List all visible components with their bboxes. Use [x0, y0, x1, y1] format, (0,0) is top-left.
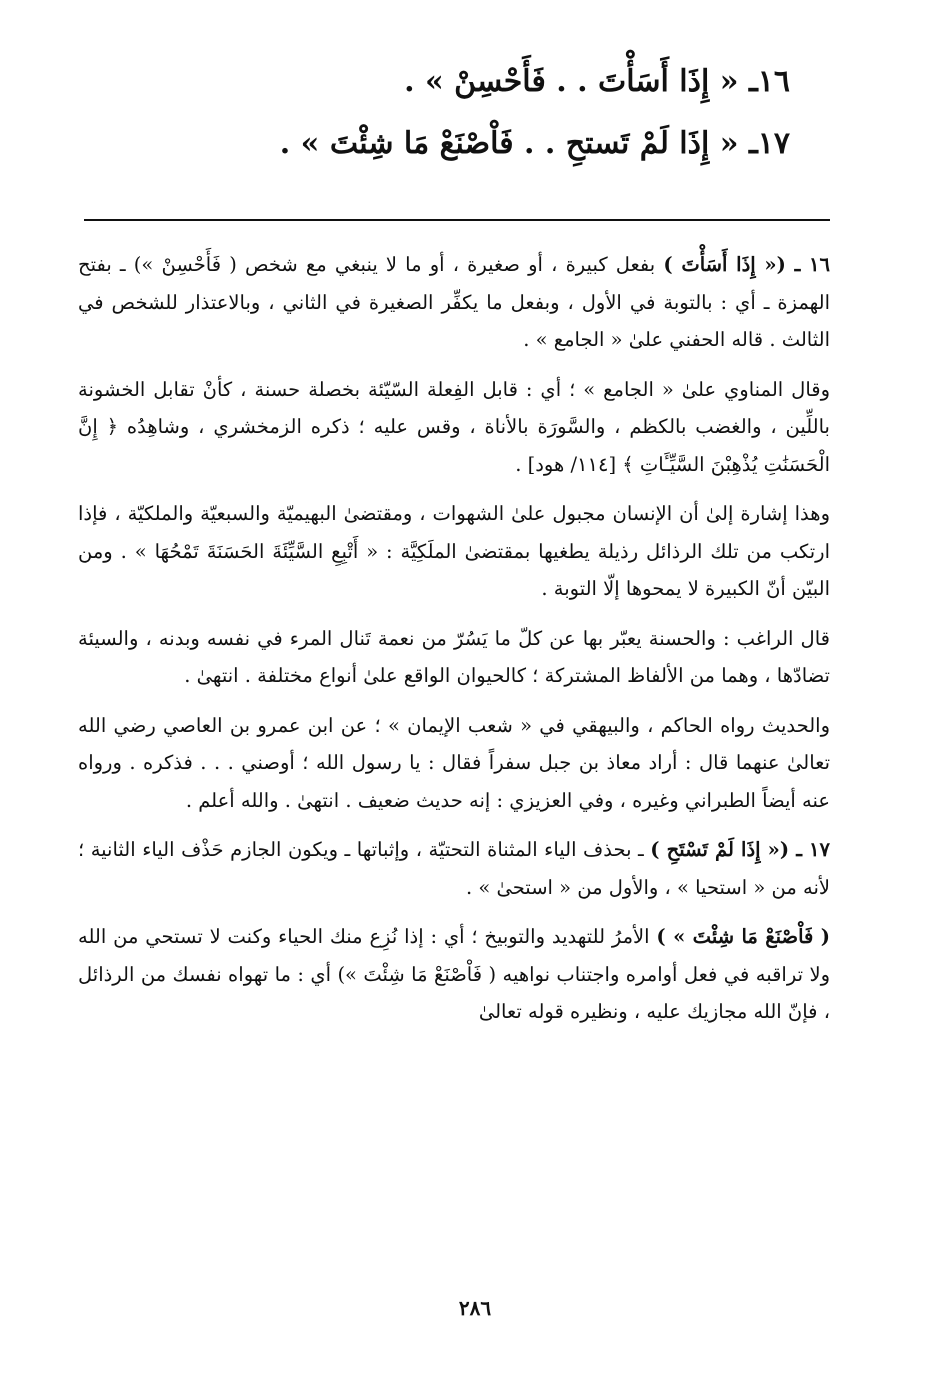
commentary-text: قال الراغب : والحسنة يعبّر بها عن كلّ ما يَسُرّ من نعمة تَنال المرء في نفسه وبدنه ، والسيئة تضادّها ، وهما من الألفاظ المشتركة ؛ كالحيوان الواقع علىٰ أنواع مختلفة . انتهىٰ . — [78, 626, 830, 687]
commentary-quote: ١٧ ـ (« إِذَا لَمْ تَسْتَحِ ) — [650, 838, 830, 861]
commentary-text: الأمرُ للتهديد والتوبيخ ؛ أي : إذا نُزِع منك الحياء وكنت لا تستحي من الله ولا تراقبه في فعل أوامره واجتناب نواهيه ( فَاْصْنَعْ مَا شِئْتَ ») أي : ما تهواه نفسك من الرذائل ، فإنّ الله مجازيك عليه ، ونظيره قوله تعالىٰ — [78, 925, 830, 1023]
commentary-quote: ( فَاْصْنَعْ مَا شِئْتَ » ) — [656, 925, 830, 948]
commentary — [78, 246, 830, 1043]
commentary-text: والحديث رواه الحاكم ، والبيهقي في « شعب الإيمان » ؛ عن ابن عمرو بن العاصي رضي الله تعالىٰ عنهما قال : أراد معاذ بن جبل سفراً فقال : يا رسول الله ؛ أوصني . . . فذكره . ورواه عنه أيضاً الطبراني وغيره ، وفي العزيزي : إنه حديث ضعيف . انتهىٰ . والله أعلم . — [78, 713, 830, 812]
commentary-text: وهذا إشارة إلىٰ أن الإنسان مجبول علىٰ الشهوات ، ومقتضىٰ البهيميّة والسبعيّة والملكيّة ، فإذا ارتكب من تلك الرذائل رذيلة يطغيها بمقتضىٰ الملَكِيَّة : « أَتْبِعِ السَّيِّئَةَ الحَسَنَةَ تَمْحُهَا » . ومن البيّن أنّ الكبيرة لا يمحوها إلّا التوبة . — [78, 502, 830, 600]
commentary-paragraph-raghib — [78, 620, 830, 695]
commentary-text: وقال المناوي علىٰ « الجامع » ؛ أي : قابل الفِعلة السّيّئة بخصلة حسنة ، كأنْ تقابل الخشونة باللِّين ، والغضب بالكظم ، والسَّورَة بالأناة ، وقس عليه ؛ ذكره الزمخشري ، وشاهِدُه ﴿ إِنَّ الْحَسَنَٰتِ يُذْهِبْنَ السَّيِّـَٔاتِ ﴾ [١١٤/ هود] . — [78, 377, 830, 476]
commentary-paragraph-command — [78, 918, 830, 1031]
hadith-line-16: ١٦ـ « إِذَا أَسَأْتَ . . فَأَحْسِنْ » . — [404, 64, 790, 99]
commentary-text: ـ بحذف الياء المثناة التحتيّة ، وإثباتها ـ ويكون الجازم حَذْف الياء الثانية ؛ لأنه من « استحيا » ، والأول من « استحىٰ » . — [78, 838, 830, 899]
commentary-paragraph-17 — [78, 831, 830, 906]
footnote-divider — [84, 219, 830, 221]
page-number: ٢٨٦ — [458, 1296, 492, 1320]
hadith-line-17: ١٧ـ « إِذَا لَمْ تَستحِ . . فَاْصْنَعْ مَا شِئْتَ » . — [279, 126, 790, 161]
commentary-paragraph-nature — [78, 495, 830, 608]
commentary-text: بفعل كبيرة ، أو صغيرة ، أو ما لا ينبغي مع شخص ( فَأَحْسِنْ ») ـ بفتح الهمزة ـ أي : بالتوبة في الأول ، وبفعل ما يكفِّر الصغيرة في الثاني ، وبالاعتذار للشخص في الثالث . قاله الحفني علىٰ « الجامع » . — [78, 253, 830, 351]
commentary-paragraph-munawi — [78, 371, 830, 484]
commentary-quote: ١٦ ـ (« إِذَا أَسَأْتَ ) — [663, 253, 830, 276]
commentary-paragraph-hadith-source — [78, 707, 830, 820]
hadith-text — [90, 62, 790, 186]
commentary-paragraph-16 — [78, 246, 830, 359]
